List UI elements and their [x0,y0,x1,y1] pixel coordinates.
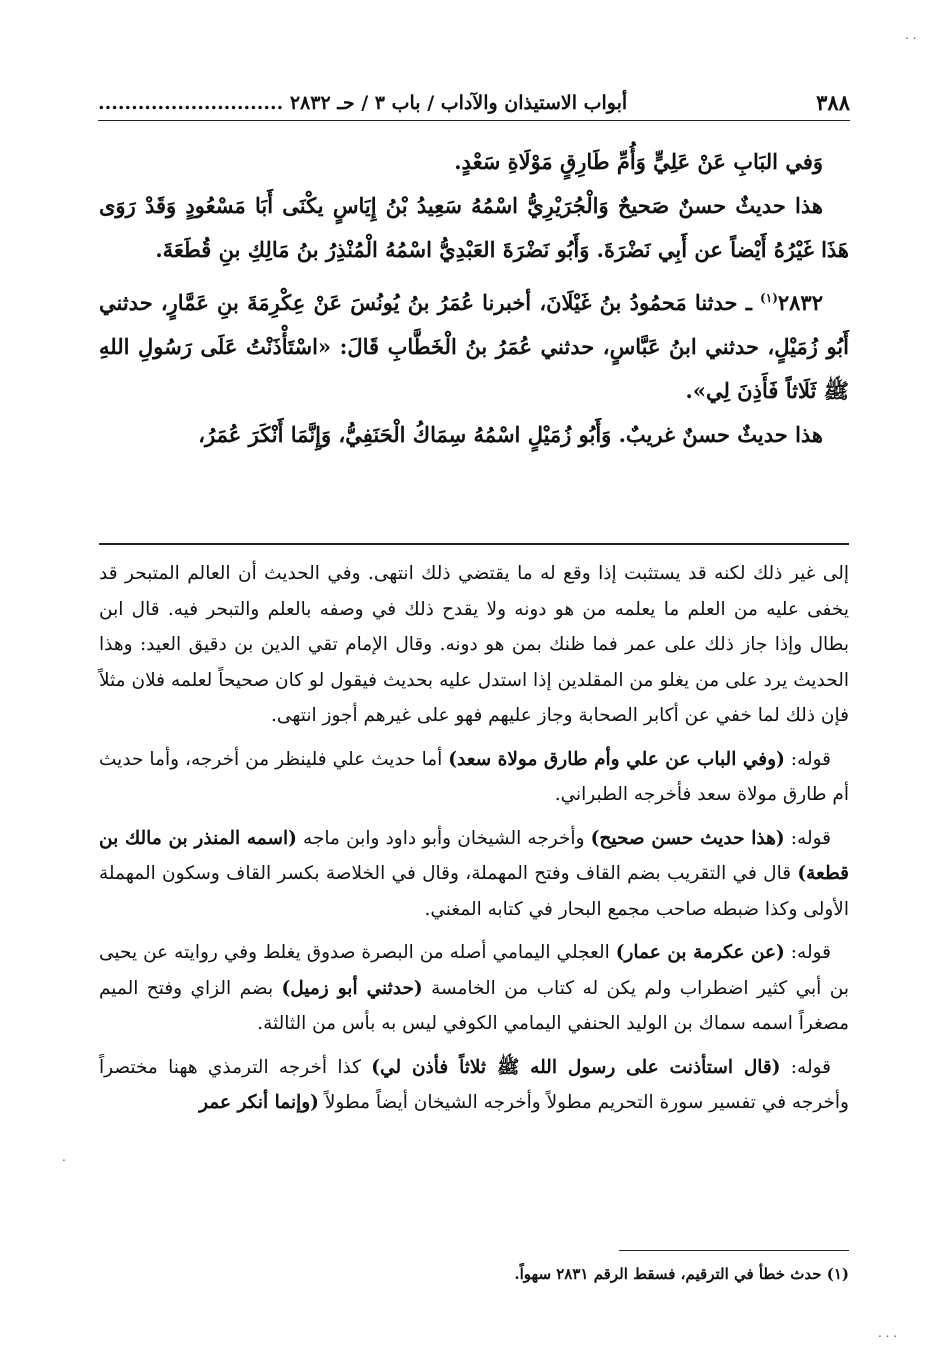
header-dots: ............................ [98,92,284,114]
scan-speck: . . . [878,1326,898,1340]
header-title-text: أبواب الاستيذان والآداب / باب ٣ / حـ ٢٨٣٢ [289,92,628,114]
commentary-para-4 [99,935,849,1042]
commentary-section [99,556,849,1129]
header-title [98,86,627,120]
qawluhu-label: قوله: [784,827,831,849]
running-header [98,86,850,121]
hadith-2832 [99,276,849,413]
section-divider [99,543,849,545]
commentary-text: العجلي اليمامي أصله من البصرة صدوق يغلط وفي روايته عن يحيى بن أبي كثير اضطراب ولم يكن له كتاب من الخامسة [99,942,849,999]
quoted-text: (وإنما أنكر عمر [199,1092,319,1113]
qawluhu-label: قوله: [784,748,831,770]
bab-line: وَفي البَابِ عَنْ عَلِيٍّ وَأُمِّ طَارِقٍ مَوْلَاةِ سَعْدٍ. [454,149,823,174]
commentary-para-1: إلى غير ذلك لكنه قد يستثبت إذا وقع له ما يقتضي ذلك انتهى. وفي الحديث أن العالم المتبحر قد يخفى عليه من العلم ما يعلمه من هو دونه ولا يقدح ذلك في وصفه بالعلم والتبحر فيه. قال ابن بطال وإذا جاز ذلك على عمر فما ظنك بمن هو دونه. وقال الإمام تقي الدين بن دقيق العيد: وهذا الحديث يرد على من يغلو من المقلدين إذا استدل عليه بحديث فيقول لو كان صحيحاً لعلمه فلان مثلاً فإن ذلك لما خفي عن أكابر الصحابة وجاز عليهم فهو على غيرهم أجوز انتهى. [99,563,849,726]
commentary-text: قال في التقريب بضم القاف وفتح المهملة، وقال في الخلاصة بكسر القاف وسكون المهملة الأولى وكذا ضبطه صاحب مجمع البحار في كتابه المغني. [99,863,849,920]
quoted-text: (عن عكرمة بن عمار) [615,942,785,963]
commentary-text: وأخرجه الشيخان وأبو داود وابن ماجه [296,827,591,849]
footnote-ref: (١) [760,291,778,305]
footnote: (١) حدث خطأ في الترقيم، فسقط الرقم ٢٨٣١ سهواً. [514,1265,849,1283]
tirmidhi-comment-2: هذا حديثٌ حسنٌ غريبٌ. وَأَبُو زُمَيْلٍ اسْمُهُ سِمَاكُ الْحَنَفِيُّ، وَإِنَّمَا أَنْكَرَ عُمَرُ، [198,422,823,447]
hadith-text: ـ حدثنا مَحمُودُ بنُ غَيْلَانَ، أخبرنا عُمَرُ بنُ يُونُسَ عَنْ عِكْرِمَةَ بنِ عَمَّارٍ، حدثني أَبُو زُمَيْلٍ، حدثني ابنُ عَبَّاسٍ، حدثني عُمَرُ بنُ الْخَطَّابِ قَالَ: «اسْتَأْذَنْتُ عَلَى رَسُولِ اللهِ ﷺ ثَلَاثاً فَأَذِنَ لِي». [99,290,849,403]
scan-speck: . . [905,28,917,42]
commentary-text: أما حديث علي فلينظر من أخرجه، وأما حديث أم طارق مولاة سعد فأخرجه الطبراني. [99,748,849,805]
commentary-para-5 [99,1050,849,1121]
tirmidhi-comment-1: هذا حديثٌ حسنٌ صَحيحٌ وَالْجُرَيْرِيُّ اسْمُهُ سَعِيدُ بْنُ إِيَاسٍ يكْنَى أَبَا مَسْعُودٍ وَقَدْ رَوَى هَذَا غَيْرُهُ أَيْضاً عن أَبِي نَضْرَةَ. وَأَبُو نَضْرَةَ العَبْدِيُّ اسْمُهُ الْمُنْذِرُ بنُ مَالِكِ بنِ قُطَعَةَ. [99,193,849,262]
commentary-text: بضم الزاي وفتح الميم مصغراً اسمه سماك بن الوليد الحنفي اليمامي الكوفي ليس به بأس من الثالثة. [99,977,849,1034]
hadith-number: ٢٨٣٢ [777,290,823,315]
qawluhu-label: قوله: [784,942,831,963]
quoted-text: (وفي الباب عن علي وأم طارق مولاة سعد) [448,748,785,770]
commentary-para-3 [99,821,849,928]
commentary-text: كذا أخرجه الترمذي ههنا مختصراً وأخرجه في تفسير سورة التحريم مطولاً وأخرجه الشيخان أيضاً مطولاً [99,1056,849,1113]
quoted-text: (حدثني أبو زميل) [281,977,423,999]
scan-speck: . [62,1150,66,1164]
quoted-text: (هذا حديث حسن صحيح) [590,827,785,849]
page-number: ٣٨٨ [816,90,850,115]
quoted-text: (اسمه المنذر بن مالك بن قطعة) [99,827,849,884]
commentary-para-2 [99,742,849,813]
qawluhu-label: قوله: [780,1056,831,1078]
footnote-divider [619,1250,849,1251]
quoted-text: (قال استأذنت على رسول الله ﷺ ثلاثاً فأذن لي) [371,1056,781,1078]
hadith-section [99,140,849,457]
